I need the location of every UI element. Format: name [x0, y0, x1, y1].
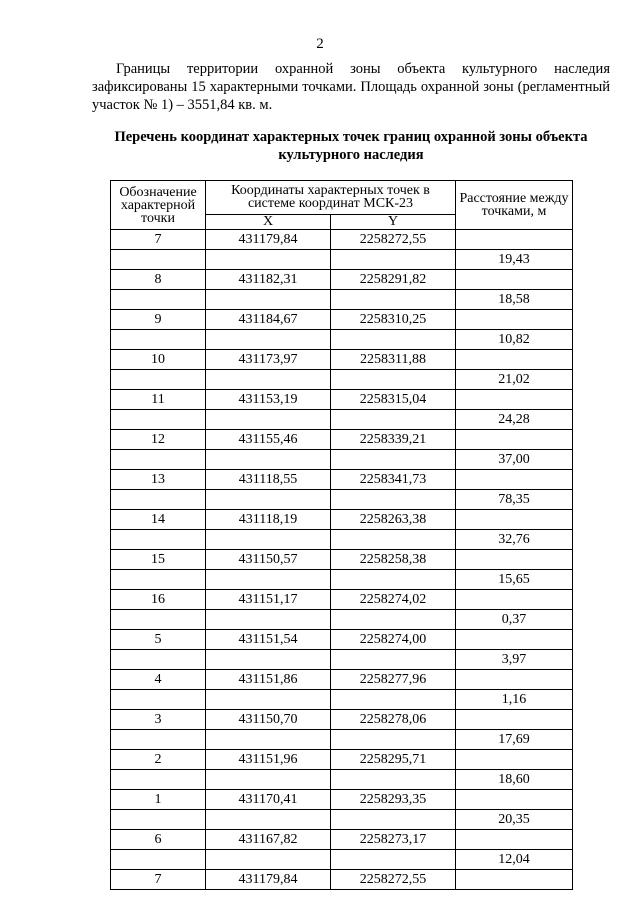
empty-cell — [111, 330, 206, 350]
empty-cell — [331, 370, 456, 390]
empty-cell — [206, 730, 331, 750]
header-distance: Расстояние между точками, м — [456, 181, 573, 230]
empty-cell — [206, 690, 331, 710]
point-id-cell: 2 — [111, 750, 206, 770]
point-id-cell: 11 — [111, 390, 206, 410]
empty-cell — [111, 290, 206, 310]
table-row — [111, 490, 573, 510]
distance-cell-empty — [456, 750, 573, 770]
point-y-cell: 2258315,04 — [331, 390, 456, 410]
distance-cell-empty — [456, 470, 573, 490]
point-id-cell: 5 — [111, 630, 206, 650]
empty-cell — [206, 770, 331, 790]
point-x-cell: 431179,84 — [206, 870, 331, 890]
distance-cell: 3,97 — [456, 650, 573, 670]
point-x-cell: 431170,41 — [206, 790, 331, 810]
empty-cell — [206, 450, 331, 470]
empty-cell — [111, 450, 206, 470]
table-row — [111, 230, 573, 250]
empty-cell — [331, 570, 456, 590]
point-id-cell: 10 — [111, 350, 206, 370]
distance-cell: 18,58 — [456, 290, 573, 310]
distance-cell-empty — [456, 270, 573, 290]
empty-cell — [331, 650, 456, 670]
empty-cell — [111, 810, 206, 830]
distance-cell-empty — [456, 310, 573, 330]
distance-cell: 37,00 — [456, 450, 573, 470]
table-row — [111, 830, 573, 850]
point-y-cell: 2258278,06 — [331, 710, 456, 730]
point-id-cell: 7 — [111, 230, 206, 250]
header-y: Y — [331, 214, 456, 229]
point-id-cell: 6 — [111, 830, 206, 850]
point-id-cell: 4 — [111, 670, 206, 690]
point-y-cell: 2258310,25 — [331, 310, 456, 330]
empty-cell — [331, 730, 456, 750]
table-heading: Перечень координат характерных точек границ охранной зоны объекта культурного наследия — [114, 129, 588, 163]
table-row — [111, 850, 573, 870]
distance-cell-empty — [456, 790, 573, 810]
empty-cell — [331, 770, 456, 790]
intro-paragraph: Границы территории охранной зоны объекта культурного наследия зафиксированы 15 характерными точками. Площадь охранной зоны (регламентный участок № 1) – 3551,84 кв. м. — [92, 61, 610, 113]
empty-cell — [331, 330, 456, 350]
distance-cell: 18,60 — [456, 770, 573, 790]
point-id-cell: 7 — [111, 870, 206, 890]
point-id-cell: 13 — [111, 470, 206, 490]
table-row — [111, 250, 573, 270]
distance-cell-empty — [456, 510, 573, 530]
empty-cell — [111, 570, 206, 590]
empty-cell — [206, 530, 331, 550]
header-x: X — [206, 214, 331, 229]
point-y-cell: 2258274,02 — [331, 590, 456, 610]
empty-cell — [206, 370, 331, 390]
empty-cell — [206, 650, 331, 670]
header-coords: Координаты характерных точек в системе координат МСК-23 — [206, 181, 456, 215]
table-row — [111, 570, 573, 590]
point-x-cell: 431184,67 — [206, 310, 331, 330]
point-id-cell: 1 — [111, 790, 206, 810]
point-x-cell: 431151,86 — [206, 670, 331, 690]
distance-cell-empty — [456, 630, 573, 650]
table-row — [111, 710, 573, 730]
empty-cell — [111, 610, 206, 630]
point-y-cell: 2258273,17 — [331, 830, 456, 850]
table-row — [111, 270, 573, 290]
empty-cell — [111, 370, 206, 390]
table-row — [111, 730, 573, 750]
table-body — [111, 230, 573, 890]
table-row — [111, 670, 573, 690]
point-x-cell: 431179,84 — [206, 230, 331, 250]
point-y-cell: 2258339,21 — [331, 430, 456, 450]
point-y-cell: 2258263,38 — [331, 510, 456, 530]
point-id-cell: 15 — [111, 550, 206, 570]
point-id-cell: 12 — [111, 430, 206, 450]
point-id-cell: 3 — [111, 710, 206, 730]
empty-cell — [331, 450, 456, 470]
distance-cell: 0,37 — [456, 610, 573, 630]
point-x-cell: 431150,70 — [206, 710, 331, 730]
table-row — [111, 530, 573, 550]
point-y-cell: 2258272,55 — [331, 230, 456, 250]
table-row — [111, 330, 573, 350]
distance-cell: 15,65 — [456, 570, 573, 590]
empty-cell — [206, 330, 331, 350]
table-row — [111, 870, 573, 890]
point-x-cell: 431150,57 — [206, 550, 331, 570]
point-y-cell: 2258293,35 — [331, 790, 456, 810]
point-y-cell: 2258274,00 — [331, 630, 456, 650]
distance-cell-empty — [456, 550, 573, 570]
distance-cell-empty — [456, 390, 573, 410]
point-y-cell: 2258295,71 — [331, 750, 456, 770]
empty-cell — [331, 530, 456, 550]
distance-cell: 21,02 — [456, 370, 573, 390]
table-row — [111, 450, 573, 470]
point-id-cell: 9 — [111, 310, 206, 330]
distance-cell: 78,35 — [456, 490, 573, 510]
table-row — [111, 430, 573, 450]
coordinates-table — [110, 180, 573, 890]
table-row — [111, 590, 573, 610]
distance-cell: 12,04 — [456, 850, 573, 870]
empty-cell — [331, 250, 456, 270]
distance-cell: 17,69 — [456, 730, 573, 750]
distance-cell: 10,82 — [456, 330, 573, 350]
point-x-cell: 431151,17 — [206, 590, 331, 610]
empty-cell — [111, 410, 206, 430]
point-y-cell: 2258311,88 — [331, 350, 456, 370]
distance-cell: 1,16 — [456, 690, 573, 710]
empty-cell — [206, 850, 331, 870]
table-row — [111, 290, 573, 310]
point-y-cell: 2258272,55 — [331, 870, 456, 890]
empty-cell — [331, 410, 456, 430]
point-id-cell: 8 — [111, 270, 206, 290]
empty-cell — [111, 530, 206, 550]
empty-cell — [331, 490, 456, 510]
empty-cell — [206, 290, 331, 310]
table-row — [111, 690, 573, 710]
table-row — [111, 350, 573, 370]
distance-cell: 24,28 — [456, 410, 573, 430]
point-x-cell: 431118,55 — [206, 470, 331, 490]
empty-cell — [331, 850, 456, 870]
table-row — [111, 510, 573, 530]
page-number: 2 — [316, 36, 324, 52]
table-row — [111, 650, 573, 670]
table-row — [111, 550, 573, 570]
distance-cell-empty — [456, 590, 573, 610]
empty-cell — [331, 690, 456, 710]
point-y-cell: 2258341,73 — [331, 470, 456, 490]
distance-cell: 19,43 — [456, 250, 573, 270]
point-x-cell: 431167,82 — [206, 830, 331, 850]
table-row — [111, 790, 573, 810]
point-y-cell: 2258291,82 — [331, 270, 456, 290]
empty-cell — [331, 290, 456, 310]
point-x-cell: 431153,19 — [206, 390, 331, 410]
empty-cell — [111, 690, 206, 710]
point-x-cell: 431155,46 — [206, 430, 331, 450]
empty-cell — [206, 610, 331, 630]
empty-cell — [331, 610, 456, 630]
table-row — [111, 310, 573, 330]
empty-cell — [111, 490, 206, 510]
empty-cell — [206, 410, 331, 430]
distance-cell: 20,35 — [456, 810, 573, 830]
table-row — [111, 390, 573, 410]
empty-cell — [331, 810, 456, 830]
distance-cell-empty — [456, 230, 573, 250]
point-y-cell: 2258277,96 — [331, 670, 456, 690]
table-row — [111, 630, 573, 650]
empty-cell — [111, 730, 206, 750]
distance-cell-empty — [456, 430, 573, 450]
point-id-cell: 16 — [111, 590, 206, 610]
empty-cell — [206, 490, 331, 510]
empty-cell — [111, 650, 206, 670]
table-row — [111, 610, 573, 630]
empty-cell — [111, 250, 206, 270]
empty-cell — [206, 250, 331, 270]
table-row — [111, 370, 573, 390]
table-row — [111, 410, 573, 430]
distance-cell-empty — [456, 870, 573, 890]
point-x-cell: 431173,97 — [206, 350, 331, 370]
distance-cell: 32,76 — [456, 530, 573, 550]
point-y-cell: 2258258,38 — [331, 550, 456, 570]
empty-cell — [111, 770, 206, 790]
table-row — [111, 770, 573, 790]
point-x-cell: 431151,96 — [206, 750, 331, 770]
table-row — [111, 810, 573, 830]
distance-cell-empty — [456, 350, 573, 370]
distance-cell-empty — [456, 830, 573, 850]
point-x-cell: 431118,19 — [206, 510, 331, 530]
distance-cell-empty — [456, 710, 573, 730]
point-x-cell: 431151,54 — [206, 630, 331, 650]
empty-cell — [206, 570, 331, 590]
empty-cell — [111, 850, 206, 870]
header-designation: Обозначение характерной точки — [111, 181, 206, 230]
point-x-cell: 431182,31 — [206, 270, 331, 290]
empty-cell — [206, 810, 331, 830]
table-row — [111, 750, 573, 770]
distance-cell-empty — [456, 670, 573, 690]
point-id-cell: 14 — [111, 510, 206, 530]
table-row — [111, 470, 573, 490]
